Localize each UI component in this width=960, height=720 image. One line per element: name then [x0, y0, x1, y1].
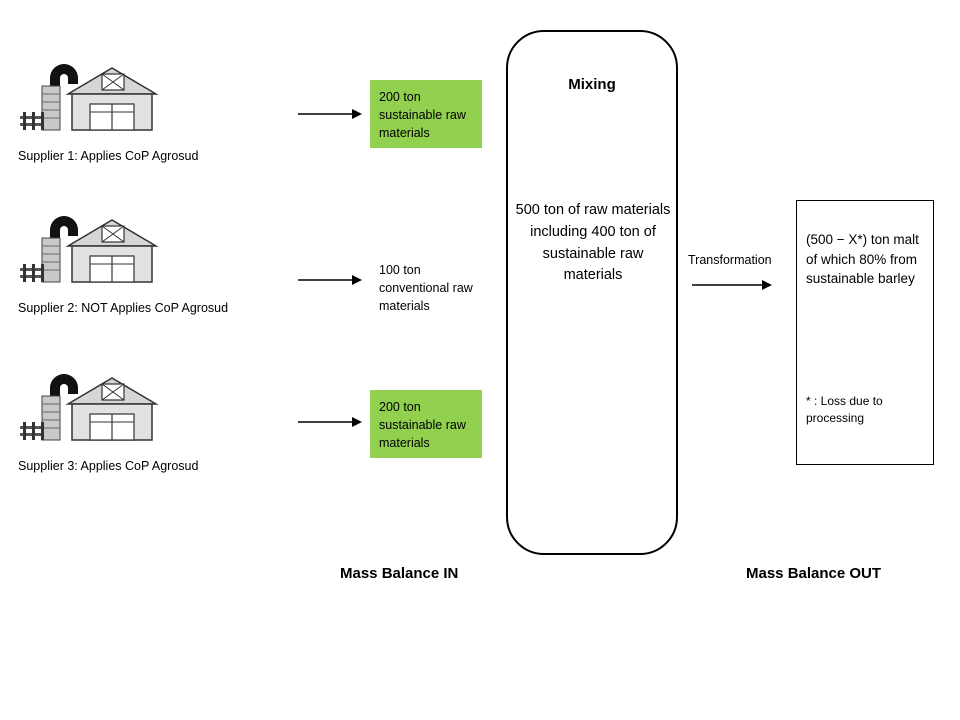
farm-barn-silo-icon: [20, 212, 170, 297]
supplier-3-arrow-icon: [298, 412, 362, 437]
output-main-text: (500 − X*) ton malt of which 80% from sustainable barley: [806, 232, 919, 287]
mass-balance-out-caption: Mass Balance OUT: [746, 565, 882, 582]
mixing-body-text: 500 ton of raw materials including 400 ton of sustainable raw materials: [515, 202, 671, 284]
supplier-1-material-text: 200 ton sustainable raw materials: [379, 90, 466, 141]
supplier-1-material-box: [370, 80, 482, 148]
supplier-2-arrow-icon: [298, 270, 362, 295]
supplier-2-group: [10, 212, 280, 315]
farm-barn-silo-icon: [20, 60, 170, 145]
output-note-text: * : Loss due to processing: [806, 394, 883, 425]
supplier-2-label: Supplier 2: NOT Applies CoP Agrosud: [18, 301, 229, 315]
mixing-title: Mixing: [568, 76, 616, 93]
supplier-2-material-box: [370, 253, 482, 321]
supplier-1-label: Supplier 1: Applies CoP Agrosud: [18, 149, 199, 163]
supplier-3-material-box: [370, 390, 482, 458]
supplier-3-material-text: 200 ton sustainable raw materials: [379, 400, 466, 451]
supplier-3-group: [10, 370, 280, 473]
supplier-2-material-text: 100 ton conventional raw materials: [379, 263, 473, 314]
mixing-tank: [506, 30, 678, 555]
farm-barn-silo-icon: [20, 370, 170, 455]
supplier-1-group: [10, 60, 280, 163]
mass-balance-in-caption: Mass Balance IN: [340, 565, 459, 582]
transformation-label: Transformation: [688, 253, 772, 267]
transformation-arrow-icon: [692, 275, 772, 300]
supplier-3-label: Supplier 3: Applies CoP Agrosud: [18, 459, 199, 473]
supplier-1-arrow-icon: [298, 104, 362, 129]
